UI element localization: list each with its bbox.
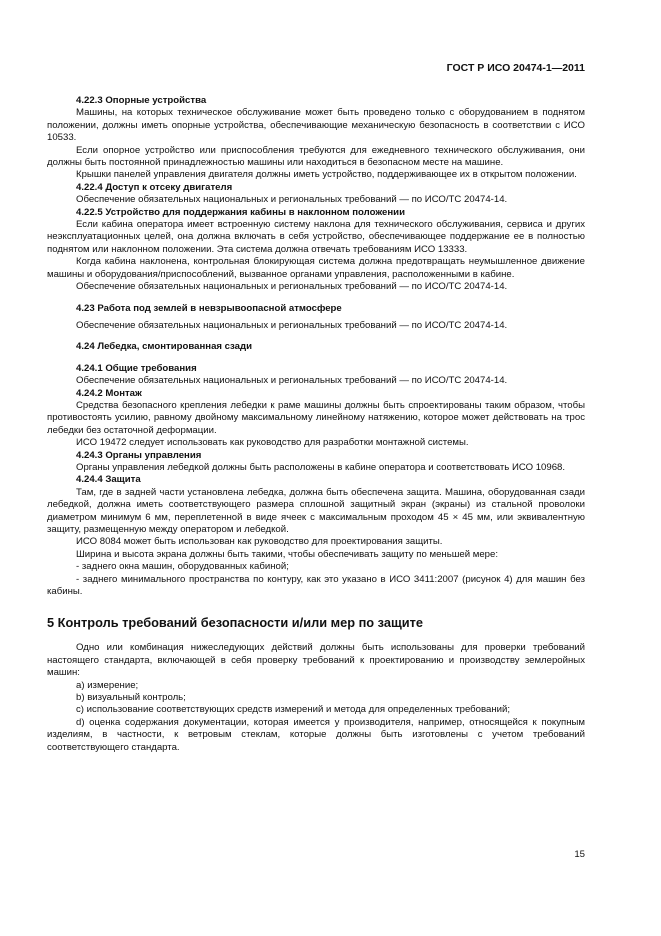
paragraph: ИСО 19472 следует использовать как руководство для разработки монтажной системы. xyxy=(76,437,469,449)
subsection-heading: 4.24.4 Защита xyxy=(76,474,141,486)
paragraph: Обеспечение обязательных национальных и региональных требований — по ИСО/ТС 20474-14. xyxy=(76,319,508,331)
subsection-heading: 4.23 Работа под землей в невзрывоопасной атмосфере xyxy=(76,302,342,314)
subsection-heading: 4.24.3 Органы управления xyxy=(76,449,202,461)
paragraph: Там, где в задней части установлена лебедка, должна быть обеспечена защита. Машина, оборудованная сзади лебедкой, должна иметь соответствующего размера сплошной защитный экран (экраны) из стальной проволоки диаметром минимум 6 мм, переплетенной в виде ячеек с максимальным проходом 45 × 45 мм, или эквивалентную защиту, размещенную между оператором и лебедкой. xyxy=(47,486,585,535)
paragraph: Одно или комбинация нижеследующих действий должны быть использованы для проверки требований настоящего стандарта, включающей в себя проверку требований к проектированию и производству землеройных машин: xyxy=(47,642,585,679)
subsection-heading: 4.24.2 Монтаж xyxy=(76,387,142,399)
subsection-heading: 4.24 Лебедка, смонтированная сзади xyxy=(76,341,252,353)
section-heading: 5 Контроль требований безопасности и/или мер по защите xyxy=(47,615,424,631)
paragraph: Крышки панелей управления двигателя должны иметь устройство, поддерживающее их в открытом положении. xyxy=(76,169,577,181)
subsection-heading: 4.22.3 Опорные устройства xyxy=(76,95,207,106)
paragraph: Ширина и высота экрана должны быть такими, чтобы обеспечивать защиту по меньшей мере: xyxy=(76,548,499,560)
subsection-heading: 4.22.5 Устройство для поддержания кабины в наклонном положении xyxy=(76,206,405,218)
paragraph: Машины, на которых техническое обслуживание может быть проведено только с оборудованием в поднятом положении, должны иметь опорные устройства, обеспечивающие механическую безопасность в соответствии с ИСО 10533. xyxy=(47,107,585,144)
document-body xyxy=(47,95,585,754)
paragraph: Обеспечение обязательных национальных и региональных требований — по ИСО/ТС 20474-14. xyxy=(76,281,508,293)
paragraph: ИСО 8084 может быть использован как руководство для проектирования защиты. xyxy=(76,536,443,548)
paragraph: b) визуальный контроль; xyxy=(76,692,186,704)
subsection-heading: 4.24.1 Общие требования xyxy=(76,362,197,374)
paragraph: c) использование соответствующих средств измерений и метода для определенных требований; xyxy=(76,704,511,716)
paragraph: Обеспечение обязательных национальных и региональных требований — по ИСО/ТС 20474-14. xyxy=(76,194,508,206)
paragraph: d) оценка содержания документации, которая имеется у производителя, например, относящейся к покупным изделиям, в частности, к ветровым стеклам, которые должны быть изготовлены с учетом требований соответствующего стандарта. xyxy=(47,716,585,753)
paragraph: Органы управления лебедкой должны быть расположены в кабине оператора и соответствовать ИСО 10968. xyxy=(76,461,566,473)
paragraph: Обеспечение обязательных национальных и региональных требований — по ИСО/ТС 20474-14. xyxy=(76,375,508,387)
paragraph: Когда кабина наклонена, контрольная блокирующая система должна предотвращать неумышленное движение машины и оборудования/приспособлений, вызванное органами управления, расположенными в кабине. xyxy=(47,256,585,280)
paragraph: - заднего минимального пространства по контуру, как это указано в ИСО 3411:2007 (рисунок 4) для машин без кабины. xyxy=(47,573,585,598)
paragraph: а) измерение; xyxy=(76,679,139,691)
paragraph: Средства безопасного крепления лебедки к раме машины должны быть спроектированы таким образом, чтобы противостоять усилию, равному двойному максимальному линейному натяжению, которое может действовать на трос лебедки без остаточной деформации. xyxy=(47,399,585,436)
paragraph: Если опорное устройство или приспособления требуются для ежедневного технического обслуживания, они должны быть постоянной принадлежностью машины или находиться в безопасном месте на машине. xyxy=(47,144,585,169)
page-number: 15 xyxy=(574,849,585,860)
paragraph: Если кабина оператора имеет встроенную систему наклона для технического обслуживания, сервиса и других неэксплуатационных целей, она должна включать в себя устройство, обеспечивающее поддержание ее в полностью поднятом или наклонном положении. Эта система должна отвечать требованиям ИСО 13333. xyxy=(47,219,585,255)
document-header: ГОСТ Р ИСО 20474-1—2011 xyxy=(446,62,585,74)
paragraph: - заднего окна машин, оборудованных кабиной; xyxy=(76,561,289,573)
subsection-heading: 4.22.4 Доступ к отсеку двигателя xyxy=(76,181,233,193)
